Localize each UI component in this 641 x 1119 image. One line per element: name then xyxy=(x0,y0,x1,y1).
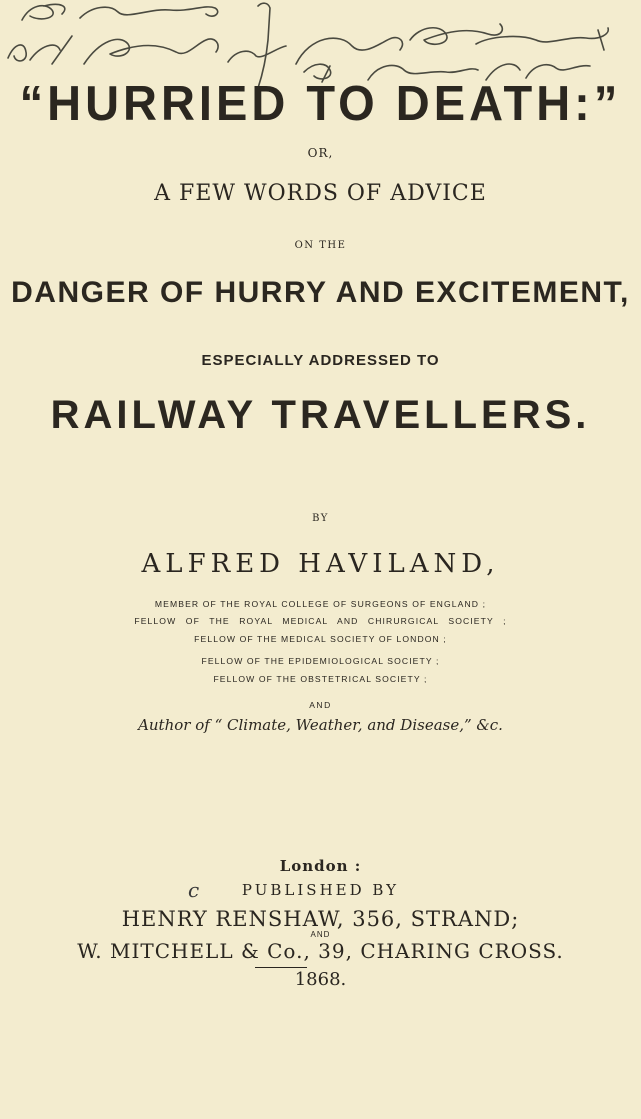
membership-line: FELLOW OF THE MEDICAL SOCIETY OF LONDON ; xyxy=(194,634,447,644)
membership-line: FELLOW OF THE EPIDEMIOLOGICAL SOCIETY ; xyxy=(201,656,440,666)
membership-line: FELLOW OF THE OBSTETRICAL SOCIETY ; xyxy=(213,674,428,684)
danger-heading: DANGER OF HURRY AND EXCITEMENT, xyxy=(11,276,630,309)
publisher-line: HENRY RENSHAW, 356, STRAND; xyxy=(121,907,520,931)
published-by-line: PUBLISHED BY xyxy=(241,881,400,899)
book-title: “HURRIED TO DEATH:” xyxy=(19,75,622,131)
other-works-line: Author of “ Climate, Weather, and Disease,” &c. xyxy=(138,716,503,734)
imprint-and: AND xyxy=(310,930,331,939)
membership-line: FELLOW OF THE ROYAL MEDICAL AND CHIRURGICAL SOCIETY ; xyxy=(134,616,507,626)
especially-line: ESPECIALLY ADDRESSED TO xyxy=(201,352,440,369)
handwritten-mark: c xyxy=(188,878,200,902)
publisher-line: W. MITCHELL & Co., 39, CHARING CROSS. xyxy=(77,939,564,963)
publication-year: 1868. xyxy=(294,969,347,990)
or-line: OR, xyxy=(307,146,334,160)
by-line: BY xyxy=(312,513,329,524)
author-name: ALFRED HAVILAND, xyxy=(141,549,500,579)
and-line: AND xyxy=(309,700,332,710)
imprint-city: London : xyxy=(279,857,362,875)
divider-rule xyxy=(255,967,307,968)
membership-line: MEMBER OF THE ROYAL COLLEGE OF SURGEONS OF ENGLAND ; xyxy=(154,599,487,609)
on-the-line: ON THE xyxy=(294,240,347,251)
subtitle: A FEW WORDS OF ADVICE xyxy=(154,181,487,206)
railway-heading: RAILWAY TRAVELLERS. xyxy=(50,393,591,437)
